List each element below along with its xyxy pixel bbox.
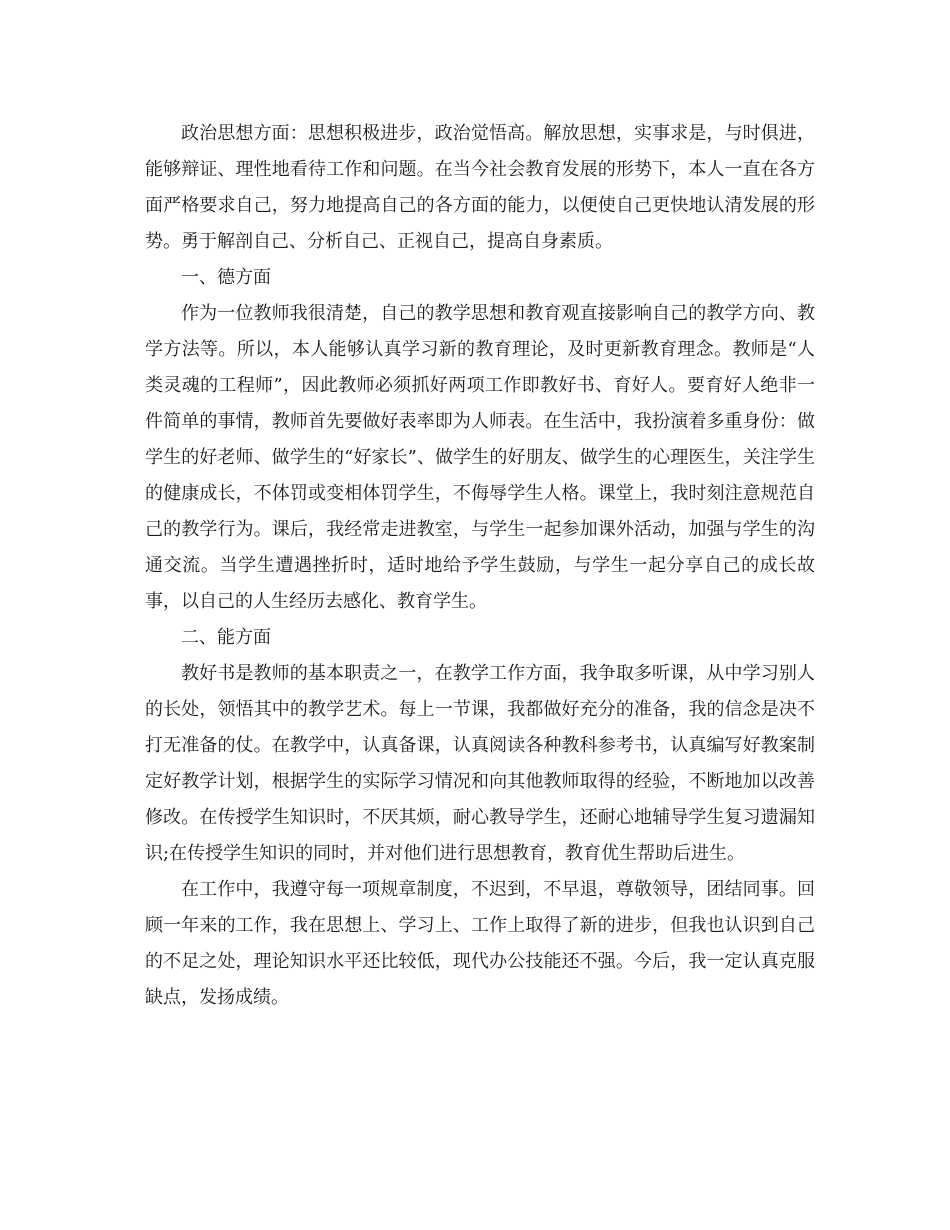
document-body	[145, 116, 815, 1016]
section-heading-ability: 二、能方面	[181, 627, 271, 648]
paragraph-ability: 教好书是教师的基本职责之一，在教学工作方面，我争取多听课，从中学习别人的长处，领悟其中的教学艺术。每上一节课，我都做好充分的准备，我的信念是决不打无准备的仗。在教学中，认真备课，认真阅读各种教科参考书，认真编写好教案制定好教学计划，根据学生的实际学习情况和向其他教师取得的经验，不断地加以改善修改。在传授学生知识时，不厌其烦，耐心教导学生，还耐心地辅导学生复习遗漏知识;在传授学生知识的同时，并对他们进行思想教育，教育优生帮助后进生。	[145, 663, 815, 864]
paragraph-political-thought: 政治思想方面：思想积极进步，政治觉悟高。解放思想，实事求是，与时俱进，能够辩证、理性地看待工作和问题。在当今社会教育发展的形势下，本人一直在各方面严格要求自己，努力地提高自己的各方面的能力，以便使自己更快地认清发展的形势。勇于解剖自己、分析自己、正视自己，提高自身素质。	[145, 123, 815, 252]
paragraph-work-summary: 在工作中，我遵守每一项规章制度，不迟到，不早退，尊敬领导，团结同事。回顾一年来的工作，我在思想上、学习上、工作上取得了新的进步，但我也认识到自己的不足之处，理论知识水平还比较低，现代办公技能还不强。今后，我一定认真克服缺点，发扬成绩。	[145, 879, 815, 1008]
section-heading-morality: 一、德方面	[181, 267, 271, 288]
paragraph-morality: 作为一位教师我很清楚，自己的教学思想和教育观直接影响自己的教学方向、教学方法等。所以，本人能够认真学习新的教育理论，及时更新教育理念。教师是“人类灵魂的工程师”，因此教师必须抓好两项工作即教好书、育好人。要育好人绝非一件简单的事情，教师首先要做好表率即为人师表。在生活中，我扮演着多重身份：做学生的好老师、做学生的“好家长”、做学生的好朋友、做学生的心理医生，关注学生的健康成长，不体罚或变相体罚学生，不侮辱学生人格。课堂上，我时刻注意规范自己的教学行为。课后，我经常走进教室，与学生一起参加课外活动，加强与学生的沟通交流。当学生遭遇挫折时，适时地给予学生鼓励，与学生一起分享自己的成长故事，以自己的人生经历去感化、教育学生。	[145, 303, 815, 612]
